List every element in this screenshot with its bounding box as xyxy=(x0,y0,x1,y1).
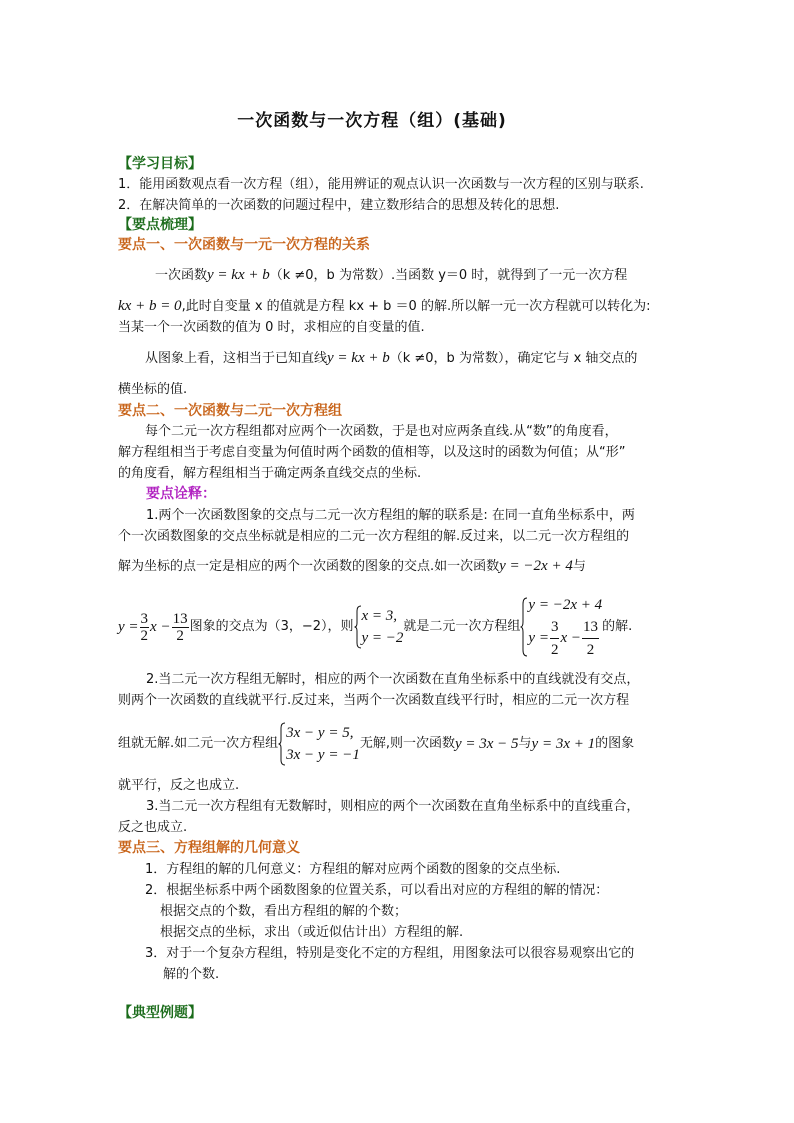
numerator: 3 xyxy=(140,610,149,627)
equation: y = −2x + 4 xyxy=(528,596,603,613)
equation-system xyxy=(520,594,602,661)
paragraph-line: 反之也成立. xyxy=(118,820,188,835)
paragraph-line: 每个二元一次方程组都对应两个一次函数，于是也对应两条直线.从“数”的角度看， xyxy=(145,424,618,439)
math-expression: x − xyxy=(150,619,171,635)
equation: 3x − y = −1 xyxy=(286,747,360,763)
denominator: 2 xyxy=(586,641,595,658)
denominator: 2 xyxy=(176,627,184,644)
list-item: 解的个数. xyxy=(163,967,220,982)
paragraph-line: 解方程组相当于考虑自变量为何值时两个函数的值相等，以及这时的函数为何值；从“形” xyxy=(118,445,626,460)
math-expression: y = 3x + 1 xyxy=(531,736,596,752)
text: 一次函数 xyxy=(155,268,208,283)
paragraph-line: 1.两个一次函数图象的交点与二元一次方程组的解的联系是: 在同一直角坐标系中，两 xyxy=(146,508,635,523)
fraction xyxy=(172,611,189,644)
math-expression: y = kx + b xyxy=(327,350,390,366)
paragraph-line: 的角度看，解方程组相当于确定两条直线交点的坐标. xyxy=(118,466,422,481)
brace-icon xyxy=(278,722,286,766)
math-expression: y = kx + b xyxy=(207,267,270,283)
equation xyxy=(528,616,602,661)
equation: 3x − y = 5, xyxy=(286,725,354,741)
paragraph-line: 则两个一次函数的直线就平行.反过来，当两个一次函数直线平行时，相应的二元一次方程 xyxy=(118,693,630,708)
list-item: 1．方程组的解的几何意义：方程组的解对应两个函数的图象的交点坐标. xyxy=(145,862,561,877)
math-expression: kx + b = 0 xyxy=(118,298,182,314)
text: 与 xyxy=(518,736,532,751)
text: 就是二元一次方程组 xyxy=(403,619,521,634)
text: （k ≠0，b 为常数），确定它与 x 轴交点的 xyxy=(389,351,638,366)
numerator: 13 xyxy=(582,616,599,639)
section-heading-goals: 【学习目标】 xyxy=(118,156,202,172)
paragraph-line xyxy=(118,558,680,575)
numerator: 3 xyxy=(550,616,560,639)
equation: x = 3, xyxy=(361,608,398,624)
note-heading: 要点诠释： xyxy=(146,486,216,502)
denominator: 2 xyxy=(140,627,149,644)
brace-icon xyxy=(354,605,362,649)
list-item: 2．根据坐标系中两个函数图象的位置关系，可以看出对应的方程组的解的情况： xyxy=(145,883,609,898)
text: 解为坐标的点一定是相应的两个一次函数的图象的交点.如一次函数 xyxy=(118,559,500,574)
section-heading-key-points: 【要点梳理】 xyxy=(118,217,202,233)
text: 无解,则一次函数 xyxy=(359,736,455,751)
fraction xyxy=(550,616,560,661)
goal-item: 1．能用函数观点看一次方程（组），能用辨证的观点认识一次函数与一次方程的区别与联系. xyxy=(118,177,644,192)
paragraph-line: 2.当二元一次方程组无解时，相应的两个一次函数在直角坐标系中的直线就没有交点， xyxy=(146,672,640,687)
math-expression: x − xyxy=(560,630,581,646)
paragraph-line xyxy=(118,298,680,315)
text: （k ≠0，b 为常数）.当函数 y＝0 时，就得到了一元一次方程 xyxy=(269,268,628,283)
page-title: 一次函数与一次方程（组）(基础) xyxy=(237,111,507,131)
goal-item: 2．在解决简单的一次函数的问题过程中，建立数形结合的思想及转化的思想. xyxy=(118,198,560,213)
text: ,此时自变量 x 的值就是方程 kx + b ＝0 的解.所以解一元一次方程就可以转化为: xyxy=(181,299,651,314)
fraction xyxy=(140,611,150,644)
text: 与 xyxy=(572,559,586,574)
equation-system xyxy=(278,722,360,766)
numerator: 13 xyxy=(172,610,188,627)
paragraph-line: 横坐标的值. xyxy=(118,382,188,397)
list-item: 根据交点的个数，看出方程组的解的个数； xyxy=(160,904,408,919)
paragraph-line: 就平行，反之也成立. xyxy=(118,778,240,793)
list-item: 根据交点的坐标，求出（或近似估计出）方程组的解. xyxy=(160,925,464,940)
text: 的图象 xyxy=(595,736,635,751)
paragraph-line xyxy=(118,722,680,766)
subheading-point-1: 要点一、一次函数与一元一次方程的关系 xyxy=(118,237,370,253)
text: 从图象上看，这相当于已知直线 xyxy=(145,351,328,366)
math-expression: y = −2x + 4 xyxy=(499,558,573,574)
equation: y = −2 xyxy=(361,630,404,646)
section-heading-examples: 【典型例题】 xyxy=(118,1005,202,1021)
math-expression: y = xyxy=(118,619,139,635)
text: 图象的交点为（3，−2），则 xyxy=(189,619,354,634)
paragraph-line: 个一次函数图象的交点坐标就是相应的二元一次方程组的解.反过来，以二元一次方程组的 xyxy=(118,529,630,544)
text: 的解. xyxy=(602,619,633,634)
fraction xyxy=(582,616,599,661)
paragraph-line xyxy=(118,596,680,658)
list-item: 3．对于一个复杂方程组，特别是变化不定的方程组，用图象法可以很容易观察出它的 xyxy=(145,946,635,961)
paragraph-line: 3.当二元一次方程组有无数解时，则相应的两个一次函数在直角坐标系中的直线重合， xyxy=(146,799,640,814)
math-expression: y = xyxy=(528,630,549,646)
paragraph-line xyxy=(145,350,680,367)
subheading-point-3: 要点三、方程组解的几何意义 xyxy=(118,840,300,856)
paragraph-line xyxy=(155,267,680,284)
paragraph-line: 当某一个一次函数的值为 0 时，求相应的自变量的值. xyxy=(118,320,425,335)
denominator: 2 xyxy=(550,641,559,658)
equation-system xyxy=(354,605,404,649)
text: 组就无解.如二元一次方程组 xyxy=(118,736,279,751)
subheading-point-2: 要点二、一次函数与二元一次方程组 xyxy=(118,403,342,419)
math-expression: y = 3x − 5 xyxy=(454,736,519,752)
